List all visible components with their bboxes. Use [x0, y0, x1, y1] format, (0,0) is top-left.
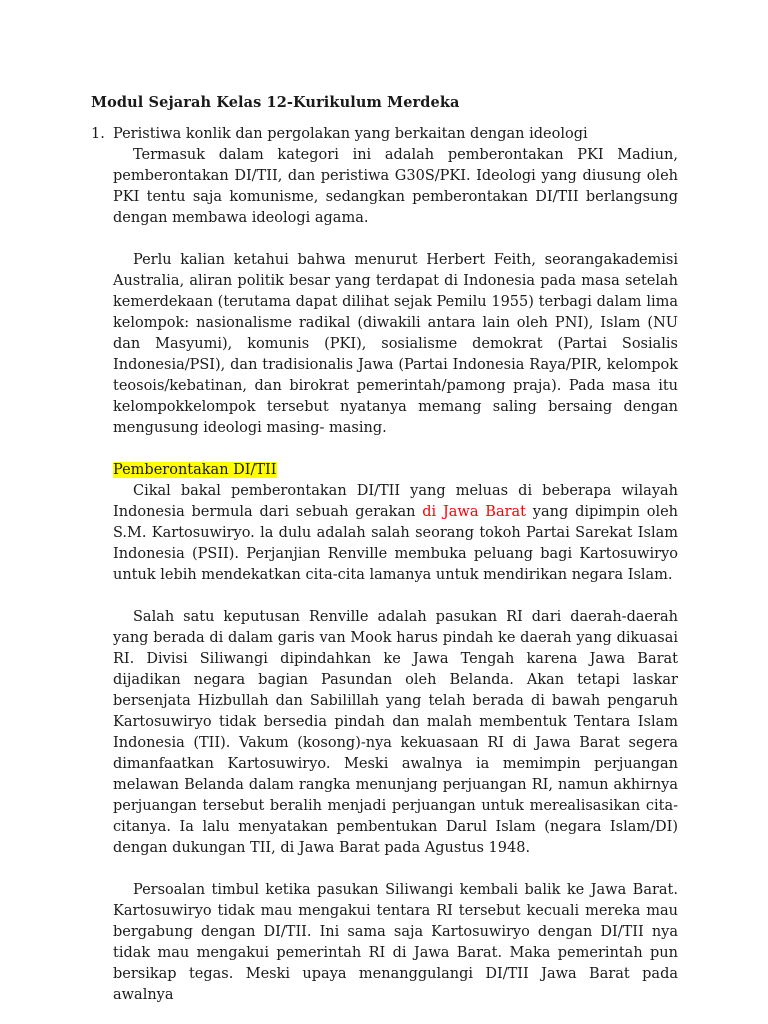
list-item-body [113, 124, 678, 1006]
paragraph-5: Persoalan timbul ketika pasukan Siliwangi kembali balik ke Jawa Barat. Kartosuwiryo tidak mau mengakui tentara RI tersebut kecuali mereka mau bergabung dengan DI/TII. Ini sama saja Kartosuwiryo dengan DI/TII nya tidak mau mengakui pemerintah RI di Jawa Barat. Maka pemerintah pun bersikap tegas. Meski upaya menanggulangi DI/TII Jawa Barat pada awalnya [113, 882, 678, 1003]
paragraph-3-text-after: yang dipimpin oleh S.M. Kartosuwiryo. la dulu adalah salah seorang tokoh Partai Sarekat Islam Indonesia (PSII). Perjanjian Renville membuka peluang bagi Kartosuwiryo untuk lebih mendekatkan cita-cita lamanya untuk mendirikan negara Islam. [113, 504, 679, 583]
paragraph-1: Termasuk dalam kategori ini adalah pemberontakan PKI Madiun, pemberontakan DI/TII, dan peristiwa G30S/PKI. Ideologi yang diusung oleh PKI tentu saja komunisme, sedangkan pemberontakan DI/TII berlangsung dengan membawa ideologi agama. [113, 147, 678, 226]
document-page [91, 93, 678, 1006]
paragraph-2: Perlu kalian ketahui bahwa menurut Herbert Feith, seorangakademisi Australia, aliran politik besar yang terdapat di Indonesia pada masa setelah kemerdekaan (terutama dapat dilihat sejak Pemilu 1955) terbagi dalam lima kelompok: nasionalisme radikal (diwakili antara lain oleh PNI), Islam (NU dan Masyumi), komunis (PKI), sosialisme demokrat (Partai Sosialis Indonesia/PSI), dan tradisionalis Jawa (Partai Indonesia Raya/PIR, kelompok teosois/kebatinan, dan birokrat pemerintah/pamong praja). Pada masa itu kelompokkelompok tersebut nyatanya memang saling bersaing dengan mengusung ideologi masing- masing. [113, 252, 678, 436]
paragraph-gap [113, 229, 678, 250]
document-title: Modul Sejarah Kelas 12-Kurikulum Merdeka [91, 94, 460, 111]
highlighted-heading-text: Pemberontakan DI/TII [113, 462, 277, 478]
list-item-number: 1. [91, 126, 105, 142]
list-item-1 [91, 124, 678, 1006]
paragraph-gap [113, 439, 678, 460]
paragraph-3-text-before: Cikal bakal pemberontakan DI/TII yang meluas di beberapa wilayah Indonesia bermula dari sebuah gerakan [113, 483, 678, 520]
paragraph-3 [113, 481, 678, 586]
list-item-heading: Peristiwa konlik dan pergolakan yang berkaitan dengan ideologi [113, 126, 588, 142]
red-text-link: di Jawa Barat [422, 504, 526, 520]
section-heading [113, 460, 678, 481]
paragraph-gap [113, 859, 678, 880]
paragraph-4: Salah satu keputusan Renville adalah pasukan RI dari daerah-daerah yang berada di dalam garis van Mook harus pindah ke daerah yang dikuasai RI. Divisi Siliwangi dipindahkan ke Jawa Tengah karena Jawa Barat dijadikan negara bagian Pasundan oleh Belanda. Akan tetapi laskar bersenjata Hizbullah dan Sabilillah yang telah berada di bawah pengaruh Kartosuwiryo tidak bersedia pindah dan malah membentuk Tentara Islam Indonesia (TII). Vakum (kosong)-nya kekuasaan RI di Jawa Barat segera dimanfaatkan Kartosuwiryo. Meski awalnya ia memimpin perjuangan melawan Belanda dalam rangka menunjang perjuangan RI, namun akhirnya perjuangan tersebut beralih menjadi perjuangan untuk merealisasikan cita-citanya. Ia lalu menyatakan pembentukan Darul Islam (negara Islam/DI) dengan dukungan TII, di Jawa Barat pada Agustus 1948. [113, 609, 678, 856]
paragraph-gap [113, 586, 678, 607]
